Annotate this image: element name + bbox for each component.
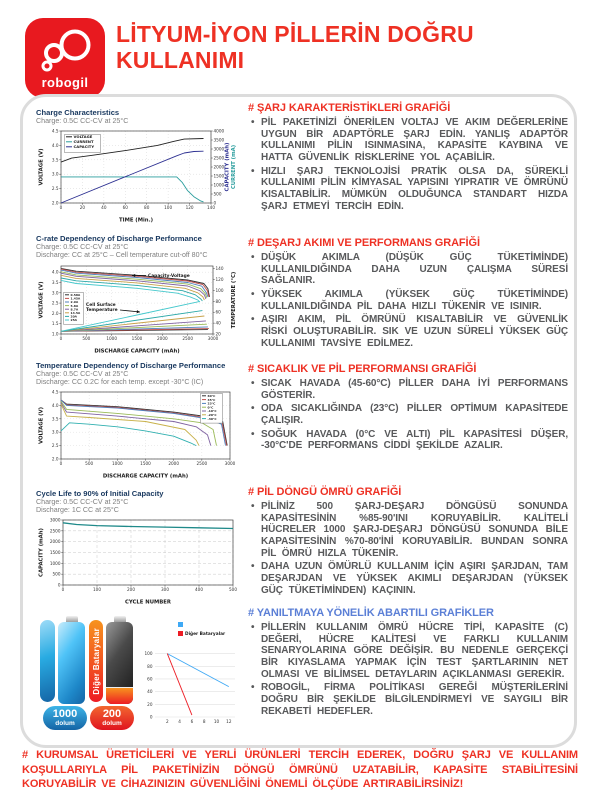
svg-text:2500: 2500: [49, 528, 61, 534]
svg-text:4.5: 4.5: [51, 128, 59, 134]
svg-text:25A: 25A: [70, 318, 77, 323]
svg-text:-30°C: -30°C: [207, 416, 217, 421]
svg-text:CYCLE NUMBER: CYCLE NUMBER: [125, 599, 171, 606]
svg-text:3.0: 3.0: [51, 171, 59, 177]
svg-text:2.9A: 2.9A: [70, 300, 79, 305]
svg-text:20: 20: [147, 701, 153, 707]
svg-text:500: 500: [52, 571, 61, 577]
chart-subtitle: Charge: 0.5C CC-CV at 25°C: [36, 243, 129, 251]
bad-cycles-unit: dolum: [102, 719, 122, 727]
svg-text:20: 20: [215, 331, 221, 337]
svg-text:TEMPERATURE (°C): TEMPERATURE (°C): [231, 271, 237, 329]
svg-text:4.0: 4.0: [51, 402, 59, 408]
svg-text:400: 400: [195, 587, 203, 592]
svg-text:VOLTAGE: VOLTAGE: [73, 134, 93, 139]
bad-cycles-value: 200: [102, 707, 122, 720]
svg-text:500: 500: [82, 336, 91, 341]
svg-text:1500: 1500: [131, 336, 143, 341]
svg-text:2500: 2500: [196, 461, 208, 466]
svg-text:Diğer Bataryalar: Diğer Bataryalar: [185, 632, 226, 637]
svg-text:500: 500: [229, 587, 237, 592]
svg-text:2: 2: [165, 719, 169, 724]
battery-comparison-panel: [30, 614, 240, 744]
svg-text:1000: 1000: [213, 182, 225, 188]
svg-text:4.0: 4.0: [51, 142, 59, 148]
svg-text:4: 4: [178, 719, 181, 724]
bullet-item: • PİL PAKETİNİZİ ÖNERİLEN VOLTAJ VE AKIM DEĞERLERİNE UYGUN BİR ADAPTÖRLE ŞARJ EDİN. YANLIŞ ADAPTÖR KULLANIMI PİLİN ISINMASINA, KAPASİTE KAYBINA VE HATTA GÜVENLİK RİSKLERİNE YOL AÇABİLİR.: [261, 117, 568, 164]
section-misleading-charts: [248, 607, 568, 720]
charge-characteristics-chart: [36, 127, 238, 224]
svg-text:2.5: 2.5: [51, 300, 59, 306]
bullet-item: • SOĞUK HAVADA (0°C VE ALTI) PİL KAPASİTESİ DÜŞER, -30°C'DE PERFORMANS CİDDİ ŞEKİLDE AZALIR.: [261, 429, 568, 452]
svg-text:20A: 20A: [70, 314, 77, 319]
battery-charge-level: [106, 687, 133, 704]
chart-panel-charge-characteristics: [36, 108, 240, 224]
chart-subtitle: Discharge: CC 0.2C for each temp. except -30°C (IC): [36, 378, 204, 386]
bullet-item: • YÜKSEK AKIMLA (YÜKSEK GÜÇ TÜKETİMİNDE) KULLANILDIĞINDA PİL DAHA HIZLI TÜKENİR VE ISINIR.: [261, 289, 568, 312]
section-charge-characteristics: [248, 102, 568, 215]
bullet-list: [248, 252, 568, 350]
svg-text:VOLTAGE (V): VOLTAGE (V): [38, 406, 45, 445]
svg-text:DISCHARGE CAPACITY (mAh): DISCHARGE CAPACITY (mAh): [102, 473, 189, 480]
svg-text:CURRENT (mA): CURRENT (mA): [231, 144, 237, 190]
c-rate-discharge-chart: [36, 261, 238, 355]
svg-text:4.5: 4.5: [51, 389, 59, 395]
svg-text:0°C: 0°C: [207, 405, 214, 410]
svg-text:1000: 1000: [106, 336, 118, 341]
svg-text:TIME (Min.): TIME (Min.): [118, 217, 154, 224]
svg-text:23°C: 23°C: [207, 401, 216, 406]
empty-battery-illustration: [106, 616, 133, 704]
bullet-item: • SICAK HAVADA (45-60°C) PİLLER DAHA İYİ PERFORMANS GÖSTERİR.: [261, 378, 568, 401]
bullet-item: • ODA SICAKLIĞINDA (23°C) PİLLER OPTİMUM KAPASİTEDE ÇALIŞIR.: [261, 403, 568, 426]
section-heading: # SICAKLIK VE PİL PERFORMANSI GRAFİĞİ: [248, 363, 477, 375]
svg-text:300: 300: [161, 587, 169, 592]
section-discharge-performance: [248, 237, 568, 352]
other-batteries-label: Diğer Bataryalar: [91, 627, 101, 695]
chart-subtitle: Charge: 0.5C CC-CV at 25°C: [36, 498, 129, 506]
chart-title: Temperature Dependency of Discharge Performance: [36, 361, 226, 370]
svg-text:2.5: 2.5: [51, 443, 59, 449]
svg-text:3500: 3500: [213, 137, 225, 143]
footer-note: # KURUMSAL ÜRETİCİLERİ VE YERLİ ÜRÜNLERİ TERCİH EDEREK, DOĞRU ŞARJ VE KULLANIM KOŞULLARIYLA PİL PAKETİNİZİN DÖNGÜ ÖMRÜNÜ UZATABİLİR, KAPASİTE STABİLİTESİNİ KORUYABİLİR VE CİHAZINIZIN GÜVENLİĞİNİ ÖNEMLİ ÖLÇÜDE ARTIRABİLİRSİNİZ!: [22, 749, 578, 791]
svg-text:4000: 4000: [213, 128, 225, 134]
chart-subtitle: Discharge: CC at 25°C – Cell temperature cut-off 80°C: [36, 251, 208, 259]
chart-subtitle: Charge: 0.5C CC-CV at 25°C: [36, 370, 129, 378]
svg-text:CAPACITY (mAh): CAPACITY (mAh): [38, 528, 45, 577]
svg-text:80: 80: [144, 205, 150, 210]
svg-text:1000: 1000: [49, 560, 61, 566]
svg-text:Cell Surface: Cell Surface: [86, 303, 116, 308]
svg-text:Capacity-Voltage: Capacity-Voltage: [148, 274, 190, 279]
robogil-logo-icon: [37, 27, 93, 73]
section-temperature-performance: [248, 363, 568, 454]
svg-text:6: 6: [190, 719, 194, 724]
svg-text:5.8A: 5.8A: [70, 303, 79, 308]
svg-text:20: 20: [79, 205, 86, 210]
svg-text:0: 0: [59, 461, 63, 466]
svg-text:0: 0: [59, 336, 63, 341]
svg-text:2000: 2000: [49, 539, 61, 545]
svg-text:0: 0: [149, 714, 153, 720]
svg-text:VOLTAGE (V): VOLTAGE (V): [38, 281, 45, 319]
svg-text:45°C: 45°C: [207, 397, 216, 402]
svg-text:60: 60: [147, 676, 153, 682]
bullet-item: • AŞIRI AKIM, PİL ÖMRÜNÜ KISALTABİLİR VE GÜVENLİK RİSKİ OLUŞTURABİLİR. SIK VE UZUN SÜRELİ YÜKSEK GÜÇ KULLANIMI TAVSİYE EDİLMEZ.: [261, 314, 568, 349]
svg-text:14.5A: 14.5A: [70, 311, 81, 315]
svg-text:CURRENT: CURRENT: [73, 139, 94, 144]
svg-text:80: 80: [215, 298, 221, 304]
battery-body: [58, 622, 85, 704]
svg-text:2000: 2000: [156, 336, 168, 341]
svg-text:8: 8: [202, 719, 206, 724]
page-title: LİTYUM-İYON PİLLERİN DOĞRU KULLANIMI: [116, 21, 474, 73]
svg-text:Temperature: Temperature: [86, 308, 118, 314]
svg-text:2.0: 2.0: [51, 200, 59, 206]
svg-text:140: 140: [215, 266, 224, 272]
svg-text:1500: 1500: [213, 173, 225, 179]
svg-text:500: 500: [85, 461, 94, 466]
chart-title: C-rate Dependency of Discharge Performance: [36, 234, 202, 243]
svg-text:10: 10: [213, 719, 220, 724]
svg-text:40: 40: [215, 320, 221, 326]
svg-text:1000: 1000: [111, 461, 123, 466]
svg-text:2.0: 2.0: [51, 456, 59, 462]
svg-text:40: 40: [101, 205, 107, 210]
svg-text:140: 140: [207, 205, 215, 210]
svg-text:1500: 1500: [49, 550, 61, 555]
svg-text:120: 120: [185, 205, 194, 210]
svg-text:12: 12: [226, 719, 232, 724]
svg-text:2500: 2500: [213, 155, 225, 161]
logo-wordmark: robogil: [41, 74, 89, 90]
svg-text:100: 100: [164, 205, 173, 210]
section-heading: # PİL DÖNGÜ ÖMRÜ GRAFİĞİ: [248, 486, 402, 498]
svg-text:3.0: 3.0: [51, 290, 59, 296]
chart-panel-cycle-life: [36, 489, 240, 606]
svg-text:3.5: 3.5: [51, 157, 59, 163]
good-cycles-unit: dolum: [55, 719, 75, 727]
svg-text:3.5: 3.5: [51, 416, 59, 422]
svg-text:2000: 2000: [213, 164, 225, 170]
svg-text:1.45A: 1.45A: [70, 296, 81, 301]
svg-text:0: 0: [59, 205, 63, 210]
svg-text:8.7A: 8.7A: [70, 307, 79, 312]
svg-text:4.0: 4.0: [51, 269, 59, 275]
bullet-item: • ROBOGİL, FİRMA POLİTİKASI GEREĞİ MÜŞTERİLERİNİ DOĞRU BİR ŞEKİLDE BİLGİLENDİRMEYİ VE SAYGILI BİR REKABETİ HEDEFLER.: [261, 682, 568, 717]
svg-text:2.0: 2.0: [51, 310, 59, 316]
chart-subtitle: Charge: 0.5C CC-CV at 25°C: [36, 117, 129, 125]
chart-title: Cycle Life to 90% of Initial Capacity: [36, 489, 164, 498]
svg-text:1500: 1500: [140, 461, 151, 466]
svg-text:200: 200: [127, 587, 135, 592]
svg-text:3000: 3000: [207, 336, 219, 341]
chart-title: Charge Characteristics: [36, 108, 120, 117]
bullet-item: • PİLİNİZ 500 ŞARJ-DEŞARJ DÖNGÜSÜ SONUNDA KAPASİTESİNİN %85-90'INI KORUYABİLİR. KALİTELİ HÜCRELER 1000 ŞARJ-DEŞARJ DÖNGÜSÜ SONUNDA BİLE KAPASİTESİNİN %70-80'İNİ KORUYABİLİR. BUNDAN SONRA PİL ÖMRÜ HIZLA TÜKENİR.: [261, 501, 568, 559]
svg-text:1.5: 1.5: [51, 321, 59, 327]
svg-text:120: 120: [215, 277, 224, 283]
svg-text:500: 500: [213, 191, 222, 197]
svg-text:0: 0: [57, 582, 61, 588]
bullet-item: • DAHA UZUN ÖMÜRLÜ KULLANIM İÇİN AŞIRI ŞARJDAN, TAM DEŞARJDAN VE YÜKSEK AKIMLI DEŞARJDAN (YÜKSEK GÜÇ TÜKETİMİNDEN) KAÇININ.: [261, 561, 568, 596]
svg-text:60: 60: [122, 205, 128, 210]
svg-text:-20°C: -20°C: [207, 413, 217, 417]
svg-text:VOLTAGE (V): VOLTAGE (V): [38, 148, 45, 186]
svg-text:60: 60: [215, 309, 221, 315]
svg-text:-10°C: -10°C: [207, 409, 217, 414]
section-cycle-life: [248, 486, 568, 599]
svg-text:3.5: 3.5: [51, 279, 59, 285]
bullet-item: • HIZLI ŞARJ TEKNOLOJİSİ PRATİK OLSA DA, SÜREKLİ KULLANIMI PİLİN KİMYASAL YAPISINI YIPRATIR VE ÖMRÜNÜ KISALTABİLİR. MÜMKÜN OLDUĞUNCA STANDART HIZDA ŞARJ ETMEYİ TERCİH EDİN.: [261, 166, 568, 213]
bad-cycles-badge: [90, 706, 134, 730]
chart-panel-temperature: [36, 361, 240, 480]
svg-text:0.58A: 0.58A: [70, 293, 81, 297]
svg-text:3000: 3000: [224, 461, 236, 466]
other-batteries-capsule: [89, 620, 103, 702]
svg-text:100: 100: [144, 651, 153, 657]
svg-text:60°C: 60°C: [207, 394, 216, 398]
section-heading: # DEŞARJ AKIMI VE PERFORMANS GRAFİĞİ: [248, 237, 480, 249]
bullet-item: • PİLLERİN KULLANIM ÖMRÜ HÜCRE TİPİ, KAPASİTE (C) DEĞERİ, HÜCRE KALİTESİ VE FARKLI KULLANIM SENARYOLARINA GÖRE DEĞİŞİR. BU NEDENLE GERÇEKÇİ BİR KIYASLAMA YAPMAK İÇİN TEST ŞARTLARININ NET OLMASI VE BİLİMSEL DETAYLARIN AÇIKLANMASI GEREKİR.: [261, 622, 568, 680]
svg-text:0: 0: [61, 587, 65, 592]
section-heading: # ŞARJ KARAKTERİSTİKLERİ GRAFİĞİ: [248, 102, 451, 114]
bullet-item: • DÜŞÜK AKIMLA (DÜŞÜK GÜÇ TÜKETİMİNDE) KULLANILDIĞINDA DAHA UZUN ÇALIŞMA SÜRESİ SAĞLANIR.: [261, 252, 568, 287]
bullet-list: [248, 378, 568, 452]
svg-text:3000: 3000: [213, 146, 225, 152]
robogil-logo: [25, 18, 105, 98]
bullet-list: [248, 117, 568, 213]
cycle-life-chart: [36, 516, 238, 606]
good-cycles-badge: [43, 706, 87, 730]
chart-subtitle: Discharge: 1C CC at 25°C: [36, 506, 119, 514]
svg-text:80: 80: [147, 663, 153, 669]
cycle-comparison-mini-chart: [142, 616, 238, 730]
full-battery-illustration: [58, 616, 85, 704]
svg-text:CAPACITY (mAh): CAPACITY (mAh): [224, 142, 231, 192]
full-battery-capsule: [40, 620, 55, 702]
svg-text:2000: 2000: [168, 461, 180, 466]
bullet-list: [248, 622, 568, 718]
svg-text:DISCHARGE CAPACITY (mAh): DISCHARGE CAPACITY (mAh): [94, 348, 180, 355]
svg-text:2500: 2500: [182, 336, 194, 341]
svg-text:2.5: 2.5: [51, 186, 59, 192]
svg-text:3000: 3000: [49, 517, 61, 523]
chart-panel-c-rate: [36, 234, 240, 355]
svg-text:100: 100: [93, 587, 101, 592]
svg-text:3.0: 3.0: [51, 429, 59, 435]
good-cycles-value: 1000: [52, 707, 78, 720]
svg-text:CAPACITY: CAPACITY: [73, 144, 95, 149]
svg-text:40: 40: [147, 689, 153, 695]
temperature-discharge-chart: [36, 388, 238, 480]
section-heading: # YANILTMAYA YÖNELİK ABARTILI GRAFİKLER: [248, 607, 494, 619]
svg-text:1.0: 1.0: [51, 331, 59, 337]
svg-text:0: 0: [213, 200, 217, 206]
battery-body: [106, 622, 133, 704]
bullet-list: [248, 501, 568, 597]
svg-text:100: 100: [215, 287, 224, 293]
